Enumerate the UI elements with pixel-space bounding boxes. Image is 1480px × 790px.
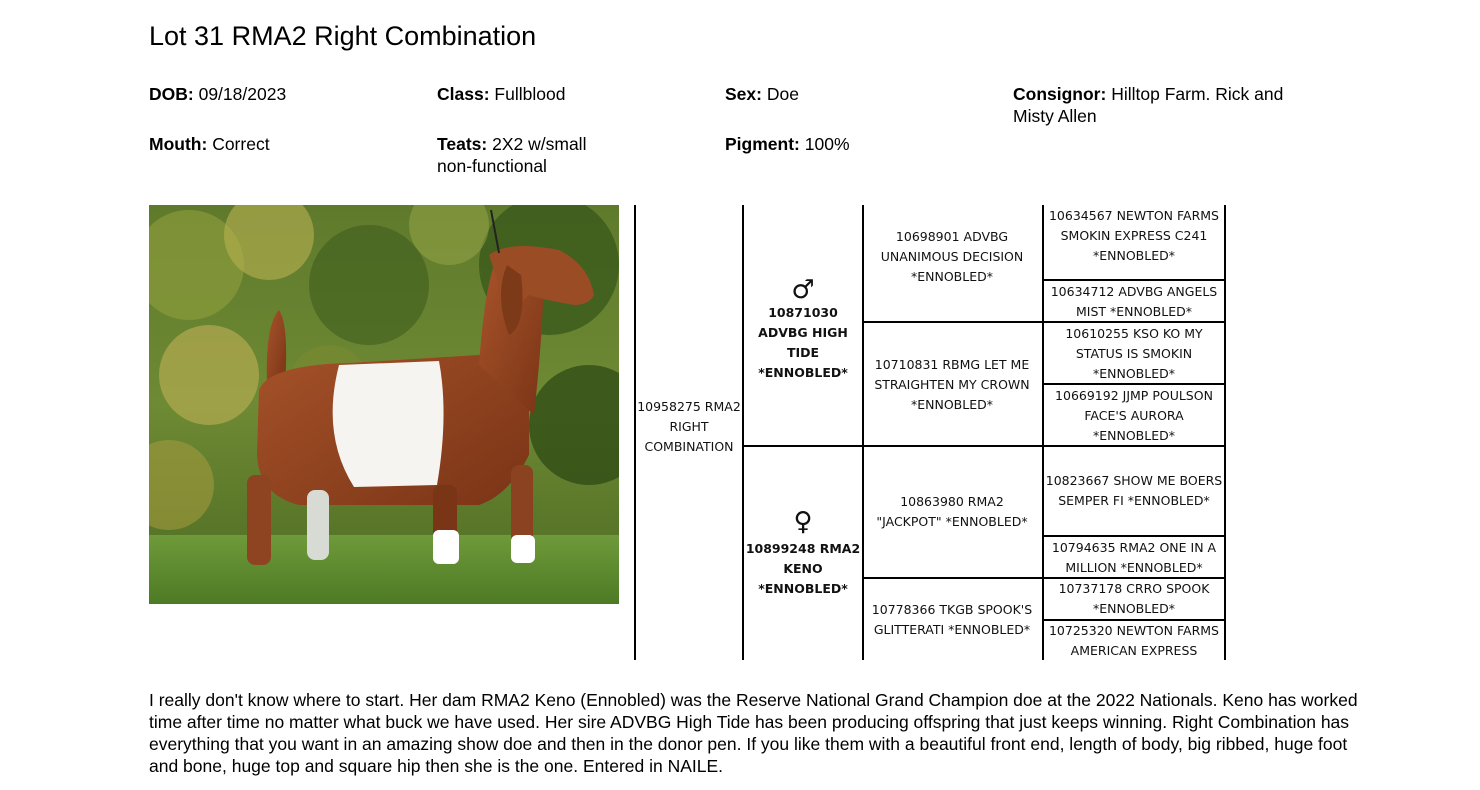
pedigree-ggp: 10725320 NEWTON FARMS AMERICAN EXPRESS [1048, 623, 1219, 658]
pedigree-line [862, 321, 1042, 323]
dob-label: DOB: [149, 84, 194, 104]
sex-label: Sex: [725, 84, 762, 104]
consignor-field [1013, 83, 1288, 127]
pedigree-ggp: 10634567 NEWTON FARMS SMOKIN EXPRESS C241 *ENNOBLED* [1048, 208, 1219, 263]
pedigree-ggp: 10823667 SHOW ME BOERS SEMPER FI *ENNOBLED* [1045, 473, 1223, 508]
mouth-value: Correct [212, 134, 270, 154]
teats-label: Teats: [437, 134, 488, 154]
pedigree-sire-dam: 10710831 RBMG LET ME STRAIGHTEN MY CROWN *ENNOBLED* [874, 357, 1030, 412]
pedigree-sire: 10871030 ADVBG HIGH TIDE *ENNOBLED* [758, 305, 848, 380]
sex-value: Doe [766, 84, 799, 104]
pigment-value: 100% [804, 134, 850, 154]
pedigree-line [742, 445, 862, 447]
teats-value: 2X2 w/small non-functional [437, 134, 587, 176]
pedigree-ggp: 10634712 ADVBG ANGELS MIST *ENNOBLED* [1050, 284, 1218, 319]
mouth-field [149, 133, 270, 155]
pedigree-ggp: 10669192 JJMP POULSON FACE'S AURORA *ENNOBLED* [1055, 388, 1213, 443]
pedigree-line [862, 205, 864, 660]
pedigree-ggp: 10737178 CRRO SPOOK *ENNOBLED* [1058, 581, 1210, 616]
description: I really don't know where to start. Her dam RMA2 Keno (Ennobled) was the Reserve National Grand Champion doe at the 2022 Nationals. Keno has worked time after time no matter what buck we have used. Her sire ADVBG High Tide has been producing offspring that just keeps winning. Right Combination has everything that you want in an amazing show doe and then in the donor pen. If you like them with a beautiful front end, length of body, big ribbed, huge foot and bone, huge top and square hip then she is the one. Entered in NAILE. [149, 690, 1358, 776]
pedigree-line [862, 577, 1042, 579]
pedigree-chart [634, 205, 1234, 660]
pigment-label: Pigment: [725, 134, 800, 154]
class-value: Fullblood [494, 84, 566, 104]
class-field [437, 83, 565, 105]
consignor-label: Consignor: [1013, 84, 1107, 104]
pedigree-subject: 10958275 RMA2 RIGHT COMBINATION [637, 399, 741, 454]
mouth-label: Mouth: [149, 134, 208, 154]
pedigree-line [862, 445, 1042, 447]
pedigree-line [1042, 279, 1224, 281]
page-title: Lot 31 RMA2 Right Combination [149, 21, 537, 51]
sex-field [725, 83, 799, 105]
goat-photo [149, 205, 619, 604]
consignor-value: Hilltop Farm. Rick and Misty Allen [1013, 84, 1284, 126]
teats-field [437, 133, 617, 177]
pigment-field [725, 133, 850, 155]
class-label: Class: [437, 84, 490, 104]
pedigree-dam: 10899248 RMA2 KENO *ENNOBLED* [745, 541, 861, 596]
dob-value: 09/18/2023 [198, 84, 287, 104]
pedigree-ggp: 10794635 RMA2 ONE IN A MILLION *ENNOBLED* [1051, 540, 1217, 575]
female-icon: ♀ [793, 507, 813, 537]
male-icon: ♂ [791, 275, 815, 305]
pedigree-line [1224, 205, 1226, 660]
pedigree-dam-dam: 10778366 TKGB SPOOK'S GLITTERATI *ENNOBLED* [871, 602, 1033, 637]
pedigree-ggp: 10610255 KSO KO MY STATUS IS SMOKIN *ENNOBLED* [1065, 326, 1203, 381]
dob-field [149, 83, 286, 105]
pedigree-dam-sire: 10863980 RMA2 "JACKPOT" *ENNOBLED* [876, 494, 1028, 529]
pedigree-line [1042, 535, 1224, 537]
pedigree-sire-sire: 10698901 ADVBG UNANIMOUS DECISION *ENNOBLED* [880, 229, 1024, 284]
